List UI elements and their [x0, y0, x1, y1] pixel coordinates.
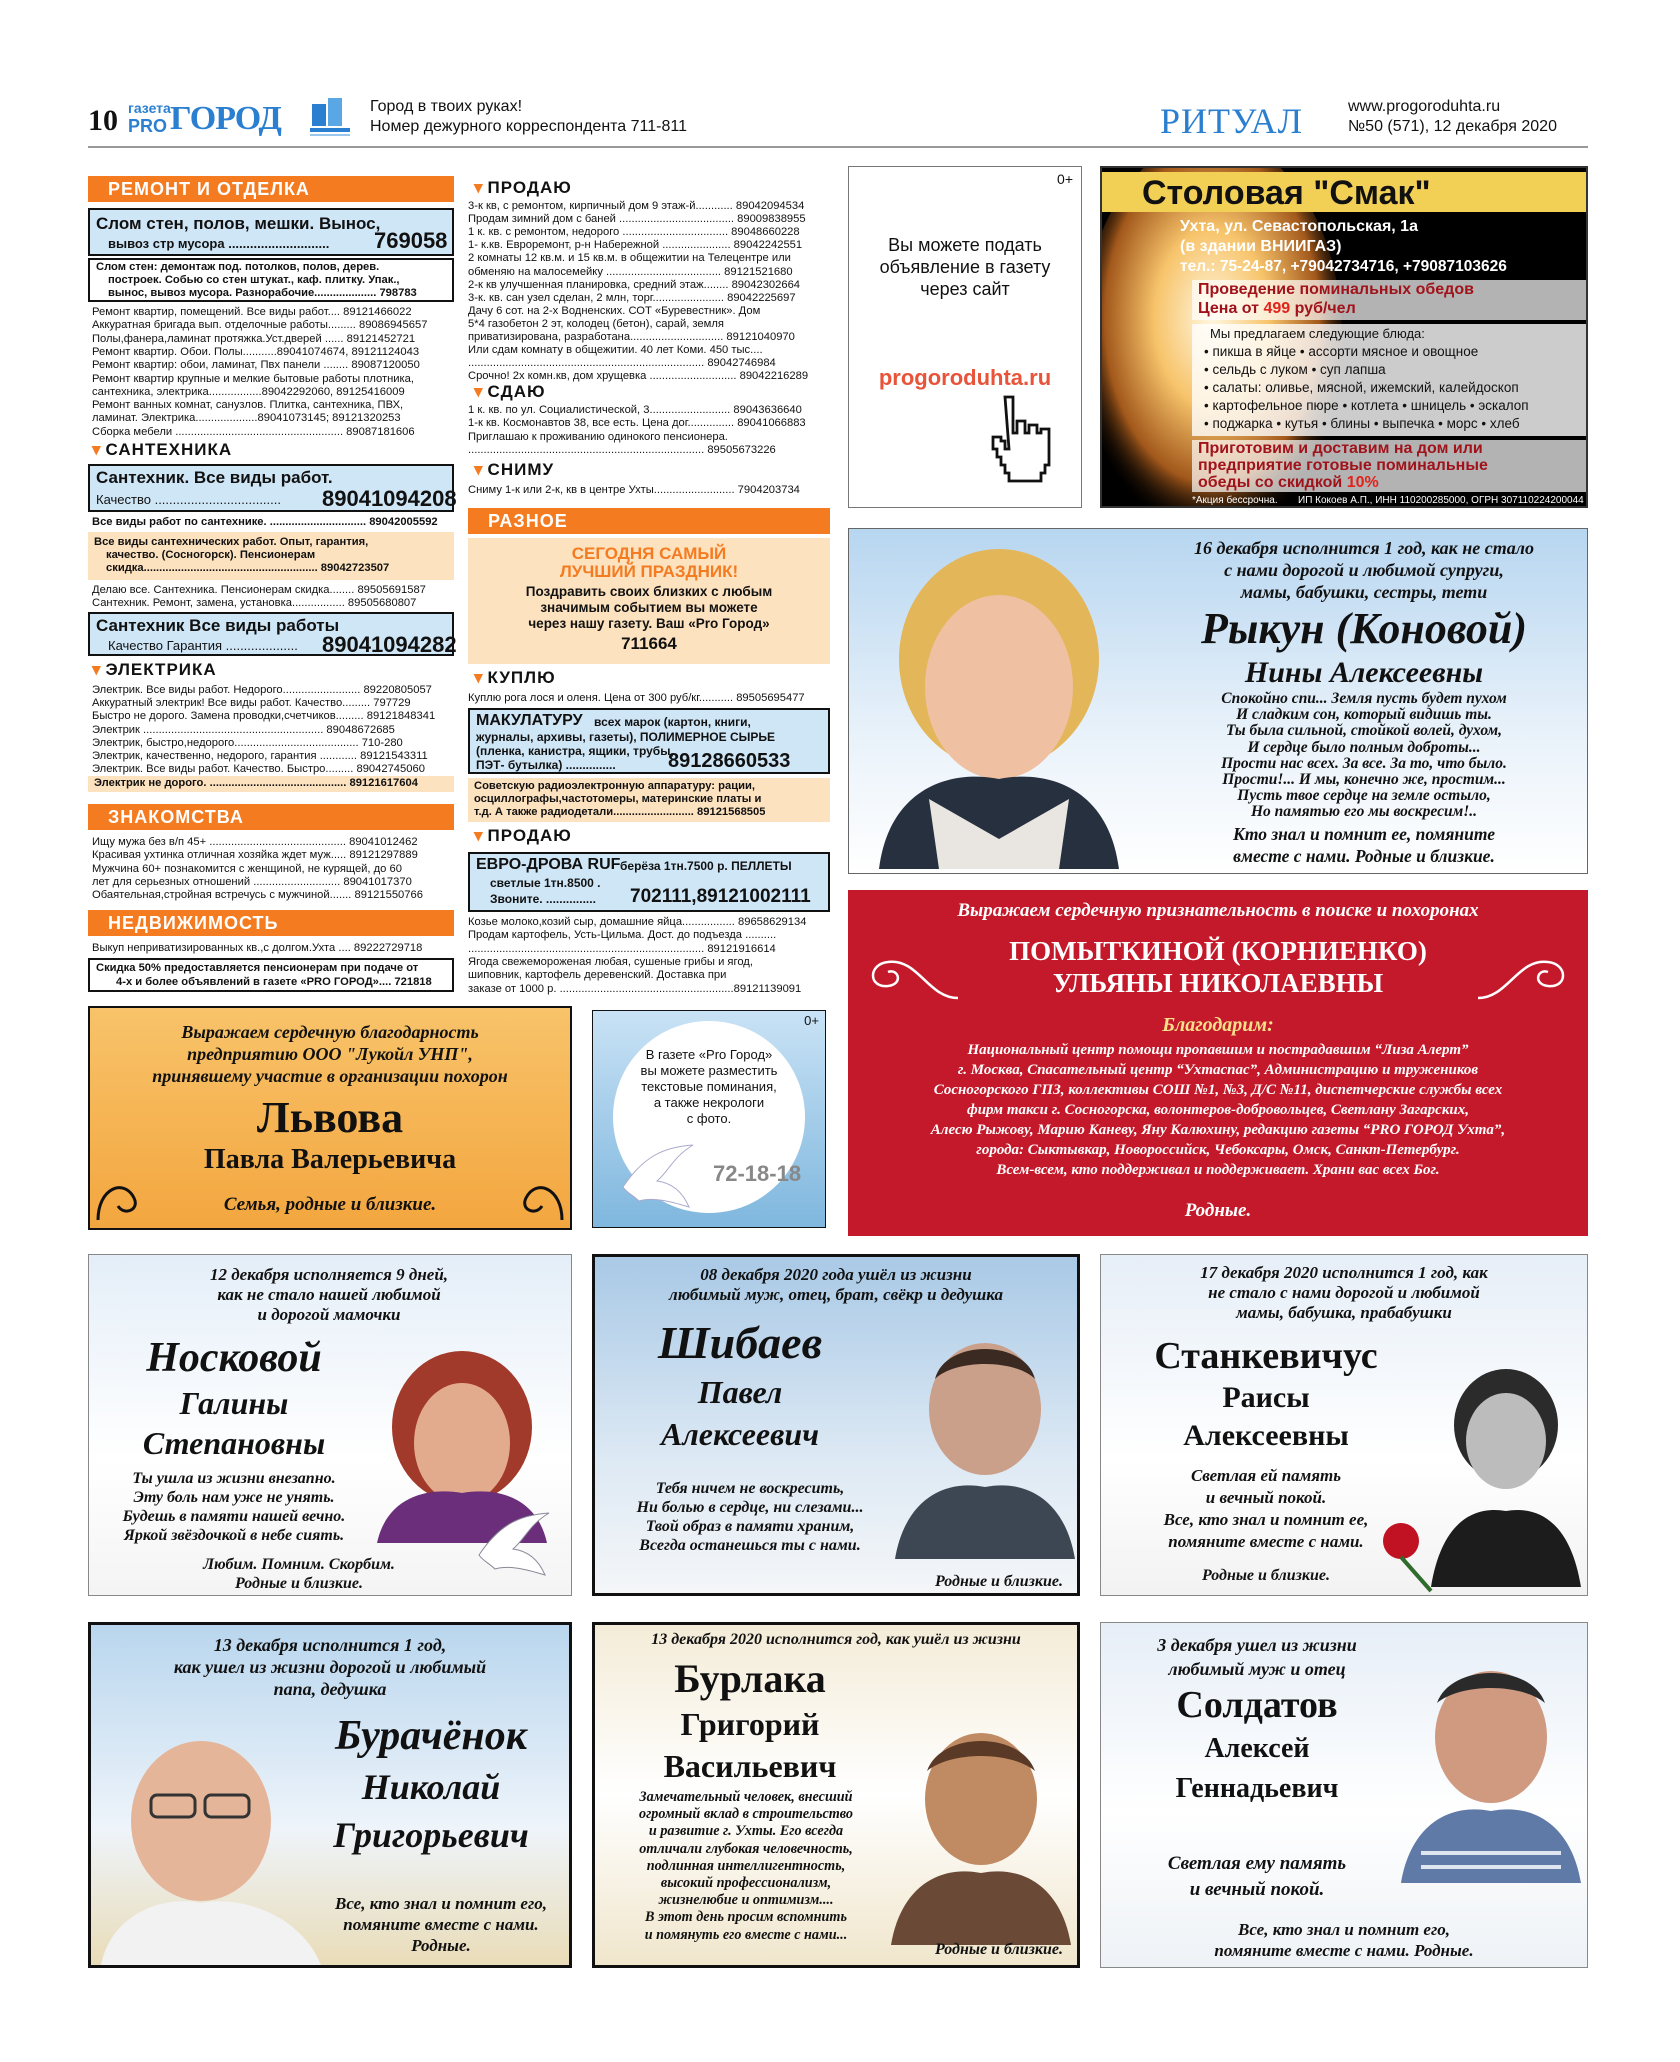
- ad-necrology-promo: [592, 1010, 826, 1228]
- classified-line: Электрик. Все виды работ. Недорого......................... 89220805057: [92, 684, 432, 696]
- classified-line: Ремонт квартир, помещений. Все виды работ.... 89121466022: [92, 306, 412, 318]
- classified-line: сантехника, электрика.................89042292060, 89125416009: [92, 385, 405, 398]
- poem-line: Все, кто знал и помнит ее,: [1163, 1510, 1369, 1529]
- ad-cafe-smak: [1100, 166, 1588, 508]
- deceased-surname: Носковой: [146, 1335, 322, 1381]
- poem-line: Светлая ему память: [1167, 1853, 1347, 1874]
- ornament-right-icon: [1468, 938, 1578, 1008]
- classified-line: 2 комнаты 12 кв.м. и 15 кв.м. в общежитии на Телецентре или: [468, 252, 791, 265]
- category-nedv: НЕДВИЖИМОСТЬ: [88, 910, 454, 936]
- ad-text: всех марок (картон, книги,: [594, 715, 751, 729]
- obituary-line: 3 декабря ушел из жизни: [1157, 1635, 1357, 1655]
- classified-line: Сборка мебели ...................................................... 89087181606: [92, 425, 415, 438]
- cafe-address: Ухта, ул. Севастопольская, 1а: [1180, 218, 1418, 235]
- classified-line: Приглашаю к проживанию одинокого пенсионера.: [468, 430, 728, 443]
- classified-line: Электрик .......................................................... 89048672685: [92, 723, 395, 736]
- ad-box-drova: [468, 852, 830, 912]
- classified-line: приватизирована, разработана.............................. 89121040970: [468, 331, 795, 343]
- poem-line: И сладким сон, который видишь ты.: [1236, 706, 1492, 724]
- cafe-footnote: *Акция бессрочна.: [1192, 495, 1278, 506]
- category-raznoe: РАЗНОЕ: [468, 508, 830, 534]
- classified-line: 3-к. кв. сан узел сделан, 2 млн, торг....................... 89042225697: [468, 291, 796, 304]
- gratitude-line: Выражаем сердечную благодарность: [181, 1022, 479, 1042]
- obituary-line: как не стало нашей любимой: [217, 1285, 441, 1304]
- classified-line: Или сдам комнату в общежитии. 40 лет Коми. 450 тыс....: [468, 344, 763, 357]
- classified-line: Все виды работ по сантехнике. ............................... 89042005592: [92, 516, 438, 528]
- cafe-delivery: обеды со скидкой 10%: [1198, 474, 1379, 491]
- ad-text: Сантехник. Все виды работ.: [96, 468, 333, 487]
- ad-text: вы можете разместить: [640, 1063, 778, 1078]
- obituary-rykun: [848, 528, 1588, 874]
- ad-text: осциллографы,частотомеры, материнские платы и: [474, 793, 762, 805]
- poem-line: Прости!... И мы, конечно же, простим...: [1222, 771, 1506, 789]
- category-elektr: ▾ ЭЛЕКТРИКА: [92, 660, 217, 680]
- classified-line: Красивая ухтинка отличная хозяйка ждет муж..... 89121297889: [92, 849, 418, 862]
- obituary-signature: Родные и близкие.: [1202, 1567, 1330, 1584]
- obituary-line: 17 декабря 2020 исполнится 1 год, как: [1200, 1263, 1488, 1282]
- deceased-name: Раисы: [1222, 1381, 1310, 1414]
- cafe-legal: ИП Кокоев А.П., ИНН 110200285000, ОГРН 307110224200044: [1298, 495, 1584, 506]
- cafe-menu-item: • салаты: оливье, мясной, ижемский, калейдоскоп: [1204, 380, 1519, 395]
- category-kuplyu: ▾ КУПЛЮ: [474, 668, 556, 688]
- gratitude-body-line: г. Москва, Спасательный центр “Ухтаспас”, Администрацию и тружеников: [957, 1062, 1479, 1078]
- ad-box-makulatura: [468, 708, 830, 774]
- obituary-body-line: отличали глубокая человечность,: [639, 1840, 853, 1857]
- portrait-photo-icon: [1431, 1355, 1581, 1587]
- obituary-footer: помяните вместе с нами. Родные.: [1214, 1941, 1474, 1960]
- classified-line: ............................................................................ 89042746984: [468, 357, 776, 370]
- poem-line: Будешь в памяти нашей вечно.: [122, 1508, 346, 1525]
- gratitude-title: Выражаем сердечную признательность в поиске и похоронах: [957, 900, 1479, 921]
- portrait-photo-icon: [1401, 1653, 1581, 1883]
- gratitude-signature: Семья, родные и близкие.: [223, 1194, 437, 1215]
- obituary-line: не стало с нами дорогой и любимой: [1208, 1283, 1480, 1302]
- deceased-name: Павла Валерьевича: [203, 1144, 457, 1175]
- poem-line: Ты была сильной, стойкой волей, духом,: [1226, 722, 1502, 740]
- gratitude-body-line: Алесю Рыжову, Марию Каневу, Яну Калюхину, редакцию газеты “PRO ГОРОД Ухта”,: [930, 1122, 1506, 1138]
- deceased-surname: Львова: [256, 1093, 404, 1142]
- poem-line: и вечный покой.: [1189, 1879, 1325, 1900]
- obituary-line: как ушел из жизни дорогой и любимый: [173, 1657, 487, 1677]
- cafe-menu-title: Мы предлагаем следующие блюда:: [1210, 326, 1425, 341]
- obituary-footer: Родные и близкие.: [235, 1575, 363, 1592]
- portrait-photo-icon: [869, 539, 1129, 869]
- ad-submit-online[interactable]: [848, 166, 1082, 508]
- promo-text: Поздравить своих близких с любым: [525, 584, 773, 599]
- ad-box-elektr: [88, 776, 454, 792]
- classified-line: лет для серьезных отношений ............................ 89041017370: [92, 875, 412, 888]
- ad-box-discount: [88, 958, 454, 992]
- category-prodayu2: ▾ ПРОДАЮ: [474, 826, 572, 846]
- header-tagline: Город в твоих руках!: [370, 98, 523, 115]
- gratitude-body-line: Национальный центр помощи пропавшим и пострадавшим “Лиза Алерт”: [967, 1042, 1469, 1058]
- obituary-noskova: [88, 1254, 572, 1596]
- ad-box-demontazh: [88, 258, 454, 302]
- age-rating: 0+: [804, 1013, 819, 1028]
- classified-line: Мужчина 60+ познакомится с женщиной, не курящей, до 60: [92, 862, 402, 875]
- ad-phone: 72-18-18: [713, 1161, 802, 1186]
- poem-line: Но памятью его мы воскресим!..: [1251, 803, 1477, 821]
- poem-line: помяните вместе с нами.: [1168, 1532, 1364, 1551]
- obituary-burachenok: [88, 1622, 572, 1968]
- ad-text: Советскую радиоэлектронную аппаратуру: рации,: [474, 780, 755, 792]
- age-rating: 0+: [1057, 171, 1073, 187]
- ad-box-slom: [88, 208, 454, 256]
- ad-text: ПЭТ- бутылка) ...............: [476, 758, 616, 772]
- logo-line2: PRO: [128, 116, 168, 136]
- poem-line: Ни болью в сердце, ни слезами...: [636, 1499, 864, 1516]
- classified-line: ламинат. Электрика....................89041073145; 89121320253: [92, 412, 401, 425]
- ad-text: через сайт: [920, 279, 1010, 299]
- ad-text: светлые 1тн.8500 .: [490, 876, 601, 890]
- ad-text: 4-х и более объявлений в газете «PRO ГОРОД».... 721818: [116, 976, 432, 988]
- classified-line: Дачу 6 сот. на 2-х Водненских. СОТ «Буревестник». Дом: [468, 304, 761, 317]
- classified-line: 1 к. кв. с ремонтом, недорого .................................. 89048660228: [468, 226, 800, 239]
- ad-phone: 89128660533: [668, 750, 791, 772]
- deceased-name: УЛЬЯНЫ НИКОЛАЕВНЫ: [1052, 968, 1384, 998]
- obituary-shibaev: [592, 1254, 1080, 1596]
- obituary-line: любимый муж, отец, брат, свёкр и дедушка: [669, 1285, 1003, 1304]
- cafe-phones: тел.: 75-24-87, +79042734716, +79087103626: [1180, 258, 1507, 275]
- classified-line: Козье молоко,козий сыр, домашние яйца................. 89658629134: [468, 916, 807, 928]
- classified-line: 1-к кв. Космонавтов 38, все есть. Цена дог............... 89041066883: [468, 417, 806, 430]
- obituary-line: 16 декабря исполнится 1 год, как не стало: [1193, 538, 1535, 558]
- city-emblem-icon: [306, 96, 354, 140]
- poem-line: Светлая ей память: [1190, 1466, 1342, 1485]
- obituary-line: 12 декабря исполняется 9 дней,: [209, 1265, 449, 1284]
- ad-text: т.д. А также радиодетали.......................... 89121568505: [474, 806, 766, 818]
- obituary-footer: Кто знал и помнит ее, помяните: [1232, 824, 1496, 844]
- header-duty-phone: Номер дежурного корреспондента 711-811: [370, 118, 687, 135]
- deceased-patronymic: Алексеевны: [1183, 1419, 1349, 1452]
- obituary-footer: помяните вместе с нами.: [343, 1915, 539, 1934]
- classified-line: Продам картофель, Усть-Цильма. Дост. до подъезда ..........: [468, 929, 777, 942]
- ornament-left-icon: [858, 938, 968, 1008]
- classified-line: обменяю на малосемейку ..................................... 89121521680: [468, 265, 793, 278]
- classified-line: Ремонт ванных комнат, санузлов. Плитка, сантехника, ПВХ,: [92, 399, 404, 412]
- ad-text: построек. Собью со стен штукат., каф. плитку. Упак.,: [108, 274, 400, 286]
- ad-box-santeh2: [88, 532, 454, 580]
- obituary-header: [1149, 537, 1579, 691]
- gratitude-thanks: Благодарим:: [1162, 1014, 1274, 1036]
- classified-line: Срочно! 2х комн.кв, дом хрущевка ............................ 89042216289: [468, 370, 809, 383]
- deceased-surname: Солдатов: [1176, 1684, 1338, 1726]
- gratitude-body-line: города: Сыктывкар, Новороссийск, Чебоксары, Омск, Санкт-Петербург.: [976, 1142, 1460, 1158]
- poem-line: Яркой звёздочкой в небе сиять.: [123, 1527, 345, 1544]
- obituary-body-line: Замечательный человек, внесший: [639, 1789, 853, 1805]
- category-znakom: ЗНАКОМСТВА: [88, 804, 454, 830]
- gratitude-lvov: [88, 1006, 572, 1230]
- classified-line: Полы,фанера,ламинат протяжка.Уст.дверей ...... 89121452721: [92, 332, 416, 345]
- deceased-surname: Бурачёнок: [335, 1713, 527, 1759]
- classified-line: Ремонт квартир: обои, ламинат, Пвх панели ........ 89087120050: [92, 359, 420, 372]
- ad-text: Все виды сантехнических работ. Опыт, гарантия,: [94, 536, 369, 548]
- classified-line: шиповник, картофель деревенский. Доставка при: [468, 969, 727, 982]
- obituary-footer: Все, кто знал и помнит его,: [1238, 1920, 1450, 1939]
- obituary-line: папа, дедушка: [273, 1679, 387, 1699]
- ad-box-holiday: [468, 538, 830, 664]
- classified-line: Обаятельная,стройная встречусь с мужчиной....... 89121550766: [92, 889, 423, 902]
- deceased-name: Николай: [361, 1767, 501, 1807]
- poem-line: Спокойно спи... Земля пусть будет пухом: [1221, 690, 1507, 707]
- deceased-patronymic: Григорьевич: [333, 1815, 529, 1855]
- ad-text: Звоните. ...............: [490, 892, 596, 906]
- classified-line: Электрик, быстро,недорого........................................ 710-280: [92, 736, 403, 749]
- deceased-name: Нины Алексеевны: [1244, 656, 1484, 689]
- promo-text: через нашу газету. Ваш «Pro Город»: [528, 616, 770, 631]
- promo-title: ЛУЧШИЙ ПРАЗДНИК!: [559, 562, 739, 581]
- portrait-photo-icon: [891, 1715, 1071, 1945]
- obituary-signature: Родные и близкие.: [935, 1573, 1063, 1590]
- ad-text: Качество Гарантия ....................: [108, 638, 298, 653]
- obituary-footer: вместе с нами. Родные и близкие.: [1233, 846, 1495, 866]
- obituary-body-line: огромный вклад в строительство: [638, 1806, 854, 1823]
- category-santeh: ▾ САНТЕХНИКА: [92, 440, 232, 460]
- category-snimu: ▾ СНИМУ: [474, 460, 554, 480]
- obituary-footer: Любим. Помним. Скорбим.: [203, 1556, 395, 1573]
- ad-text: Вы можете подать: [888, 235, 1042, 255]
- ad-text: вынос, вывоз мусора. Разнорабочие.................... 798783: [108, 287, 417, 299]
- promo-text: значимым событием вы можете: [540, 600, 758, 615]
- classified-line: Куплю рога лося и оленя. Цена от 300 руб/кг........... 89505695477: [468, 692, 805, 704]
- obituary-line: 08 декабря 2020 года ушёл из жизни: [700, 1265, 972, 1284]
- ad-text: Качество ...................................: [96, 492, 281, 507]
- ad-text: скидка........................................................ 89042723507: [106, 562, 390, 574]
- obituary-body-line: высокий профессионализм,: [660, 1875, 832, 1892]
- deceased-patronymic: Алексеевич: [660, 1416, 820, 1452]
- classified-line: 1 к. кв. по ул. Социалистической, 3.......................... 89043636640: [468, 404, 802, 416]
- obituary-body-line: подлинная интеллигентность,: [646, 1857, 846, 1874]
- classified-line: ............................................................................ 89121916614: [468, 942, 776, 955]
- classified-line: Аккуратная бригада вып. отделочные работы......... 89086945657: [92, 319, 428, 332]
- ad-phone: 89041094208: [322, 486, 457, 511]
- classified-line: Ягода свежемороженая любая, сушеные грибы и ягод,: [468, 955, 753, 968]
- obituary-stankevichus: [1100, 1254, 1588, 1596]
- obituary-body-line: и развитие г. Ухты. Его всегда: [648, 1823, 844, 1840]
- hand-cursor-icon: [981, 393, 1061, 489]
- ad-url[interactable]: progoroduhta.ru: [878, 365, 1052, 390]
- poem-line: Всегда останешься ты с нами.: [639, 1537, 861, 1554]
- classified-line: Сантехник. Ремонт, замена, установка................. 89505680807: [92, 597, 417, 609]
- gratitude-pomytkina: [848, 890, 1588, 1236]
- dove-icon: [613, 1137, 703, 1217]
- category-prodayu: ▾ ПРОДАЮ: [474, 178, 572, 198]
- poem-line: Пусть твое сердце на земле остыло,: [1237, 787, 1491, 805]
- poem-line: Твой образ в памяти храним,: [645, 1518, 855, 1535]
- classified-line: Аккуратный электрик! Все виды работ. Качество......... 797729: [92, 697, 411, 710]
- poem-line: и вечный покой.: [1205, 1488, 1327, 1507]
- logo-line1: газета: [128, 100, 171, 116]
- cafe-menu-item: • картофельное пюре • котлета • шницель • эскалоп: [1204, 398, 1529, 413]
- deceased-name: Григорий: [680, 1706, 820, 1742]
- logo-line3: ГОРОД: [170, 100, 281, 137]
- ad-text: текстовые поминания,: [641, 1079, 777, 1094]
- promo-title: СЕГОДНЯ САМЫЙ: [571, 544, 727, 563]
- ad-text: Слом стен: демонтаж под. потолков, полов, дерев.: [96, 261, 380, 273]
- ad-box-santeh3: [88, 612, 457, 657]
- classified-line: Делаю все. Сантехника. Пенсионерам скидка........ 89505691587: [92, 584, 426, 596]
- classified-line: заказе от 1000 р. ........................................................89121139091: [468, 982, 802, 995]
- ad-text: вывоз стр мусора ............................: [108, 236, 330, 251]
- classified-line: 5*4 газобетон 2 эт, колодец (бетон), сарай, земля: [468, 317, 724, 330]
- ad-phone: 89041094282: [322, 632, 457, 657]
- category-sdayu: ▾ СДАЮ: [474, 382, 546, 402]
- poem-line: Прости нас всех. За все. За то, что было.: [1221, 754, 1507, 772]
- deceased-surname: Шибаев: [657, 1317, 823, 1368]
- gratitude-signature: Родные.: [1184, 1200, 1252, 1221]
- classified-line: Продам зимний дом с баней ..................................... 89009838955: [468, 213, 806, 226]
- obituary-footer: Родные.: [411, 1936, 471, 1955]
- cafe-delivery: предприятие готовые поминальные: [1198, 457, 1488, 474]
- cafe-menu-item: • поджарка • кутья • блины • выпечка • морс • хлеб: [1204, 416, 1520, 431]
- obituary-footer: Все, кто знал и помнит его,: [335, 1894, 547, 1913]
- cafe-delivery: Приготовим и доставим на дом или: [1198, 440, 1483, 457]
- obituary-line: 13 декабря 2020 исполнится год, как ушёл из жизни: [651, 1631, 1021, 1648]
- classified-line: Ремонт квартир. Обои. Полы...........89041074674, 89121124043: [92, 345, 420, 358]
- ad-text: Скидка 50% предоставляется пенсионерам при подаче от: [96, 962, 419, 974]
- gratitude-body-line: Сосногорского ГПЗ, коллективы СОШ №1, №3, Д/С №11, диспетчерские службы всех: [933, 1082, 1503, 1098]
- ad-text: объявление в газету: [879, 257, 1051, 277]
- classified-line: Быстро не дорого. Замена проводки,счетчиков......... 89121848341: [92, 710, 436, 723]
- cafe-price: Цена от 499 руб/чел: [1198, 300, 1356, 317]
- classified-line: ............................................................................ 89505673226: [468, 443, 776, 456]
- section-title: РИТУАЛ: [1160, 101, 1304, 141]
- gratitude-body-line: Всем-всем, кто поддерживал и поддерживает. Храни вас всех Бог.: [996, 1162, 1440, 1178]
- deceased-name: Павел: [697, 1374, 783, 1410]
- header-site[interactable]: www.progoroduhta.ru: [1348, 98, 1501, 115]
- classified-line: Ремонт квартир крупные и мелкие бытовые работы плотника,: [92, 372, 415, 385]
- newspaper-logo: [128, 98, 296, 138]
- obituary-burlaka: [592, 1622, 1080, 1968]
- classified-line: Выкуп неприватизированных кв.,с долгом.Ухта .... 89222729718: [92, 942, 423, 954]
- header-divider: [88, 146, 1588, 148]
- deceased-surname: ПОМЫТКИНОЙ (КОРНИЕНКО): [1009, 936, 1427, 966]
- cafe-menu-item: • сельдь с луком • суп лапша: [1204, 362, 1386, 377]
- obituary-body-line: и помянуть его вместе с нами...: [644, 1926, 848, 1943]
- classified-line: Сниму 1-к или 2-к, кв в центре Ухты.......................... 7904203734: [468, 484, 800, 496]
- dove-icon: [469, 1505, 559, 1585]
- cafe-offer: Проведение поминальных обедов: [1198, 281, 1474, 298]
- gratitude-line: принявшему участие в организации похорон: [152, 1066, 508, 1086]
- deceased-surname: Бурлака: [674, 1656, 826, 1701]
- ad-box-radio: [468, 778, 830, 822]
- cafe-title: Столовая "Смак": [1142, 174, 1431, 212]
- classified-line: Электрик, качественно, недорого, гарантия ............ 89121543311: [92, 750, 428, 762]
- obituary-line: и дорогой мамочки: [257, 1305, 401, 1324]
- deceased-patronymic: Геннадьевич: [1175, 1773, 1339, 1804]
- portrait-photo-icon: [101, 1725, 321, 1965]
- obituary-soldatov: [1100, 1622, 1588, 1968]
- obituary-signature: Родные и близкие.: [935, 1941, 1063, 1958]
- cafe-menu-item: • пикша в яйце • ассорти мясное и овощное: [1204, 344, 1479, 359]
- ad-text: берёза 1тн.7500 р. ПЕЛЛЕТЫ: [620, 859, 792, 873]
- header-issue: №50 (571), 12 декабря 2020: [1348, 118, 1557, 135]
- poem-line: Ты ушла из жизни внезапно.: [132, 1470, 336, 1487]
- poem-line: И сердце было полным доброты...: [1247, 738, 1481, 756]
- ad-box-santeh1: [88, 464, 457, 512]
- ad-text: МАКУЛАТУРУ: [476, 712, 583, 729]
- ad-text: ЕВРО-ДРОВА RUF: [476, 856, 621, 873]
- obituary-line: 13 декабря исполнится 1 год,: [213, 1635, 447, 1655]
- classified-line: Ищу мужа без в/п 45+ ............................................ 89041012462: [92, 836, 418, 848]
- deceased-name: Галины: [179, 1385, 289, 1421]
- promo-phone: 711664: [621, 634, 677, 653]
- classified-line: 2-к кв улучшенная планировка, средний этаж........ 89042302664: [468, 278, 801, 291]
- poem-line: Эту боль нам уже не унять.: [133, 1489, 335, 1506]
- deceased-surname: Станкевичус: [1154, 1335, 1378, 1377]
- obituary-line: мамы, бабушки, сестры, тети: [1240, 582, 1488, 602]
- obituary-body-line: В этот день просим вспомнить: [645, 1909, 847, 1926]
- ad-phone: 702111,89121002111: [630, 886, 811, 907]
- ad-text: Слом стен, полов, мешки. Вынос,: [96, 214, 381, 233]
- deceased-surname: Рыкун (Коновой): [1200, 604, 1528, 653]
- ad-text: (пленка, канистра, ящики, трубы,: [476, 744, 674, 758]
- obituary-line: мамы, бабушка, прабабушки: [1236, 1303, 1452, 1322]
- ad-text: В газете «Pro Город»: [645, 1047, 773, 1062]
- classified-line: Электрик. Все виды работ. Качество. Быстро......... 89042745060: [92, 763, 425, 776]
- classified-line: 1- к.кв. Евроремонт, р-н Набережной ...................... 89042242551: [468, 239, 803, 252]
- gratitude-line: предприятию ООО "Лукойл УНП",: [187, 1044, 473, 1064]
- obituary-line: любимый муж и отец: [1168, 1659, 1346, 1679]
- deceased-name: Алексей: [1204, 1733, 1310, 1764]
- ad-text: Электрик не дорого. ............................................ 89121617604: [94, 777, 418, 789]
- portrait-photo-icon: [895, 1319, 1075, 1559]
- obituary-body-line: жизнелюбие и оптимизм....: [658, 1892, 834, 1909]
- ad-text: а также некрологи: [653, 1095, 765, 1110]
- gratitude-body-line: фирм такси г. Сосногорска, волонтеров-добровольцев, Светлану Загарских,: [966, 1102, 1470, 1118]
- obituary-line: с нами дорогой и любимой супруги,: [1224, 560, 1504, 580]
- page-number: 10: [88, 104, 118, 137]
- classified-line: 3-к кв, с ремонтом, кирпичный дом 9 этаж-й............ 89042094534: [468, 200, 805, 212]
- cafe-address: (в здании ВНИИГАЗ): [1180, 238, 1342, 255]
- deceased-patronymic: Васильевич: [663, 1748, 837, 1784]
- ad-phone: 769058: [374, 228, 448, 253]
- ad-text: журналы, архивы, газеты), ПОЛИМЕРНОЕ СЫРЬЕ: [476, 730, 776, 744]
- deceased-patronymic: Степановны: [142, 1425, 326, 1461]
- poem-line: Тебя ничем не воскресить,: [655, 1480, 845, 1497]
- ad-text: Сантехник Все виды работы: [96, 616, 340, 635]
- ad-text: качество. (Сосногорск). Пенсионерам: [106, 549, 316, 561]
- ad-text: с фото.: [686, 1111, 732, 1126]
- category-remont: РЕМОНТ И ОТДЕЛКА: [88, 176, 454, 202]
